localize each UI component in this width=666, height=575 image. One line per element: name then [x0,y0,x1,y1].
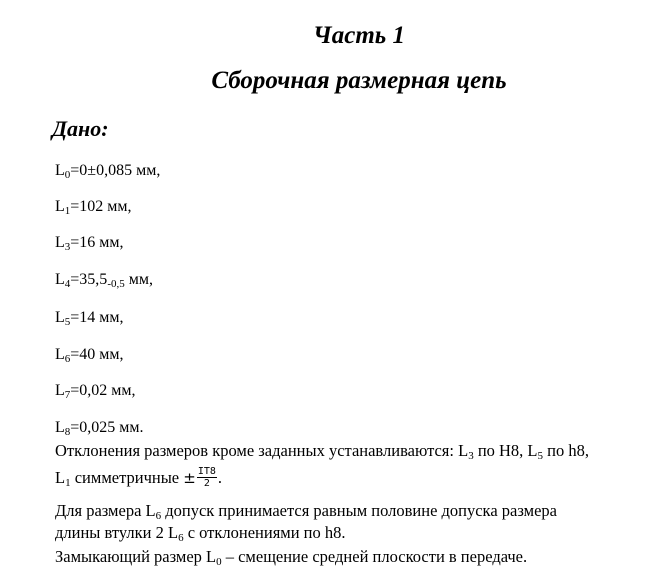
param-l1 [55,197,132,218]
param-l5 [55,308,124,329]
param-l8 [55,418,144,439]
param-unit: мм, [124,271,153,288]
fraction-numerator: IT8 [197,465,216,477]
param-subscript: 5 [64,316,71,328]
note-l6-line [55,500,557,524]
note-text: по H8, L [473,441,538,460]
it8-fraction [197,466,217,489]
param-value: =0±0,085 мм, [70,162,161,179]
param-subscript: 3 [64,241,71,253]
param-deviation: -0,5 [107,278,125,290]
note-text: Отклонения размеров кроме заданных устанавливаются: L [55,441,469,460]
note-text: – смещение средней плоскости в передаче. [221,547,528,566]
param-l7 [55,381,136,402]
param-subscript: 4 [64,278,71,290]
fraction-denominator: 2 [203,477,210,489]
note-symmetric-line [55,467,222,491]
param-value: =35,5 [70,271,108,288]
param-subscript: 8 [64,426,71,438]
param-symbol: L [55,382,65,399]
param-value: =14 мм, [70,309,124,326]
note-text: с отклонениями по h8. [183,523,346,542]
chain-title: Сборочная размерная цепь [211,67,507,94]
param-symbol: L [55,271,65,288]
param-subscript: 6 [64,353,71,365]
note-subscript: 5 [537,450,544,462]
param-value: =102 мм, [70,198,132,215]
param-symbol: L [55,162,65,179]
note-text: допуск принимается равным половине допуска размера [161,501,557,520]
note-subscript: 0 [216,556,222,568]
note-text: L [55,468,66,487]
note-text: длины втулки 2 L [55,523,179,542]
param-symbol: L [55,346,65,363]
param-value: =40 мм, [70,346,124,363]
param-symbol: L [55,198,65,215]
part-title: Часть 1 [313,22,405,49]
param-subscript: 0 [64,169,71,181]
param-l6 [55,345,124,366]
note-subscript: 1 [65,477,71,489]
param-symbol: L [55,419,65,436]
note-text: по h8, [543,441,589,460]
param-value: =0,02 мм, [70,382,136,399]
param-l3 [55,233,124,254]
param-subscript: 1 [64,205,71,217]
note-text: Для размера L [55,501,156,520]
note-closing-line [55,546,527,570]
note-text: . [217,468,222,487]
note-text: Замыкающий размер L [55,547,217,566]
note-subscript: 6 [155,510,162,522]
plus-minus-sign: ± [183,469,196,487]
param-subscript: 7 [64,389,71,401]
note-tolerances-line [55,440,589,464]
note-bushing-line [55,522,346,546]
note-text: симметричные [70,468,184,487]
param-symbol: L [55,234,65,251]
given-label: Дано: [52,116,109,141]
note-subscript: 3 [468,450,474,462]
param-l0 [55,161,160,182]
param-symbol: L [55,309,65,326]
param-l4 [55,270,153,291]
note-subscript: 6 [178,532,184,544]
param-value: =16 мм, [70,234,124,251]
param-value: =0,025 мм. [70,419,144,436]
